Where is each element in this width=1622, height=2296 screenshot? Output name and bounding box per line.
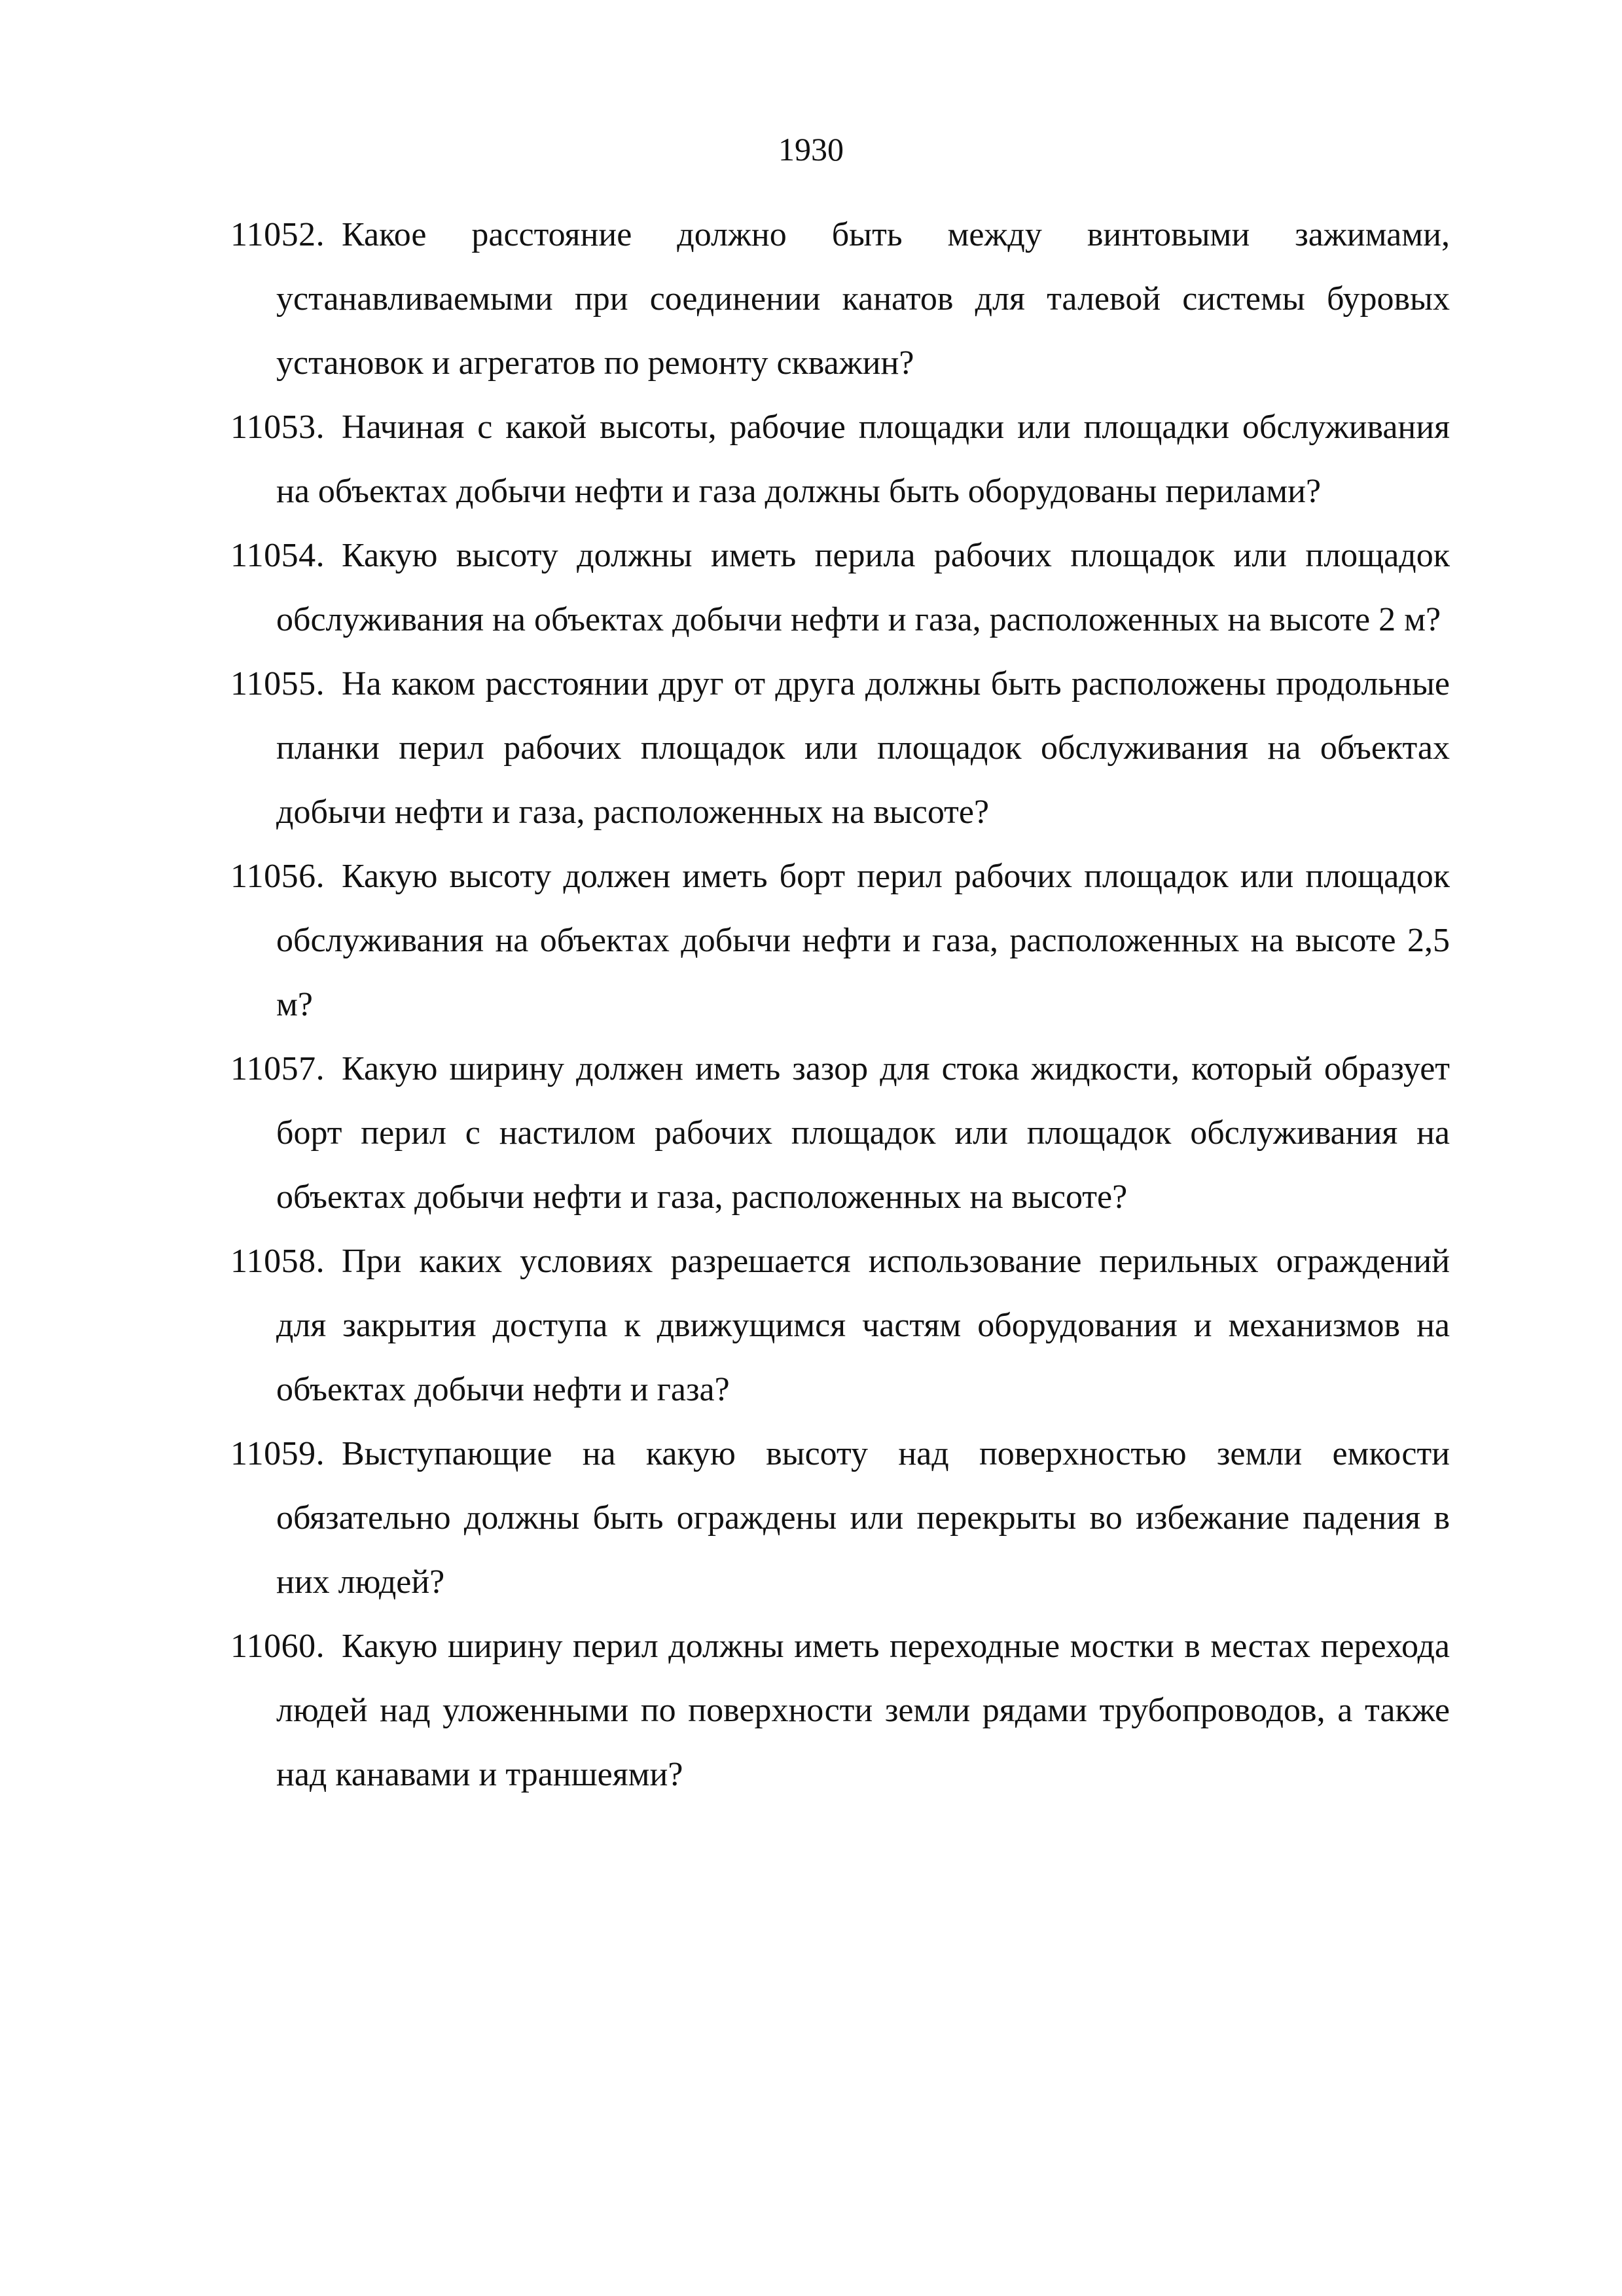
question-text: При каких условиях разрешается использование перильных ограждений для закрытия доступа к движущимся частям оборудования и механизмов на объектах добычи нефти и газа? — [276, 1243, 1450, 1408]
question-text: Какое расстояние должно быть между винтовыми зажимами, устанавливаемыми при соединении канатов для талевой системы буровых установок и агрегатов по ремонту скважин? — [276, 216, 1450, 382]
question-item — [0, 1230, 1622, 1422]
question-text: На каком расстоянии друг от друга должны быть расположены продольные планки перил рабочих площадок или площадок обслуживания на объектах добычи нефти и газа, расположенных на высоте? — [276, 665, 1450, 831]
question-list — [0, 203, 1622, 1807]
question-text: Выступающие на какую высоту над поверхностью земли емкости обязательно должны быть ограждены или перекрыты во избежание падения в них людей? — [276, 1435, 1450, 1601]
question-number: 11057. — [230, 1050, 325, 1087]
question-item — [0, 845, 1622, 1037]
question-text: Какую высоту должны иметь перила рабочих площадок или площадок обслуживания на объектах добычи нефти и газа, расположенных на высоте 2 м? — [276, 537, 1450, 638]
question-number: 11052. — [230, 216, 325, 253]
question-item — [0, 203, 1622, 395]
question-number: 11055. — [230, 665, 325, 702]
question-text: Какую высоту должен иметь борт перил рабочих площадок или площадок обслуживания на объектах добычи нефти и газа, расположенных на высоте 2,5 м? — [276, 858, 1450, 1023]
question-number: 11059. — [230, 1435, 325, 1472]
question-item — [0, 524, 1622, 652]
question-number: 11054. — [230, 537, 325, 574]
question-item — [0, 652, 1622, 845]
question-item — [0, 1422, 1622, 1614]
question-text: Какую ширину должен иметь зазор для стока жидкости, который образует борт перил с настилом рабочих площадок или площадок обслуживания на объектах добычи нефти и газа, расположенных на высоте? — [276, 1050, 1450, 1216]
question-number: 11056. — [230, 858, 325, 895]
question-text: Начиная с какой высоты, рабочие площадки или площадки обслуживания на объектах добычи нефти и газа должны быть оборудованы перилами? — [276, 409, 1450, 510]
page-number: 1930 — [778, 131, 844, 168]
question-item — [0, 395, 1622, 524]
question-item — [0, 1614, 1622, 1807]
question-number: 11053. — [230, 409, 325, 446]
question-item — [0, 1037, 1622, 1230]
question-text: Какую ширину перил должны иметь переходные мостки в местах перехода людей над уложенными по поверхности земли рядами трубопроводов, а также над канавами и траншеями? — [276, 1628, 1450, 1793]
question-number: 11058. — [230, 1243, 325, 1280]
question-number: 11060. — [230, 1628, 325, 1665]
